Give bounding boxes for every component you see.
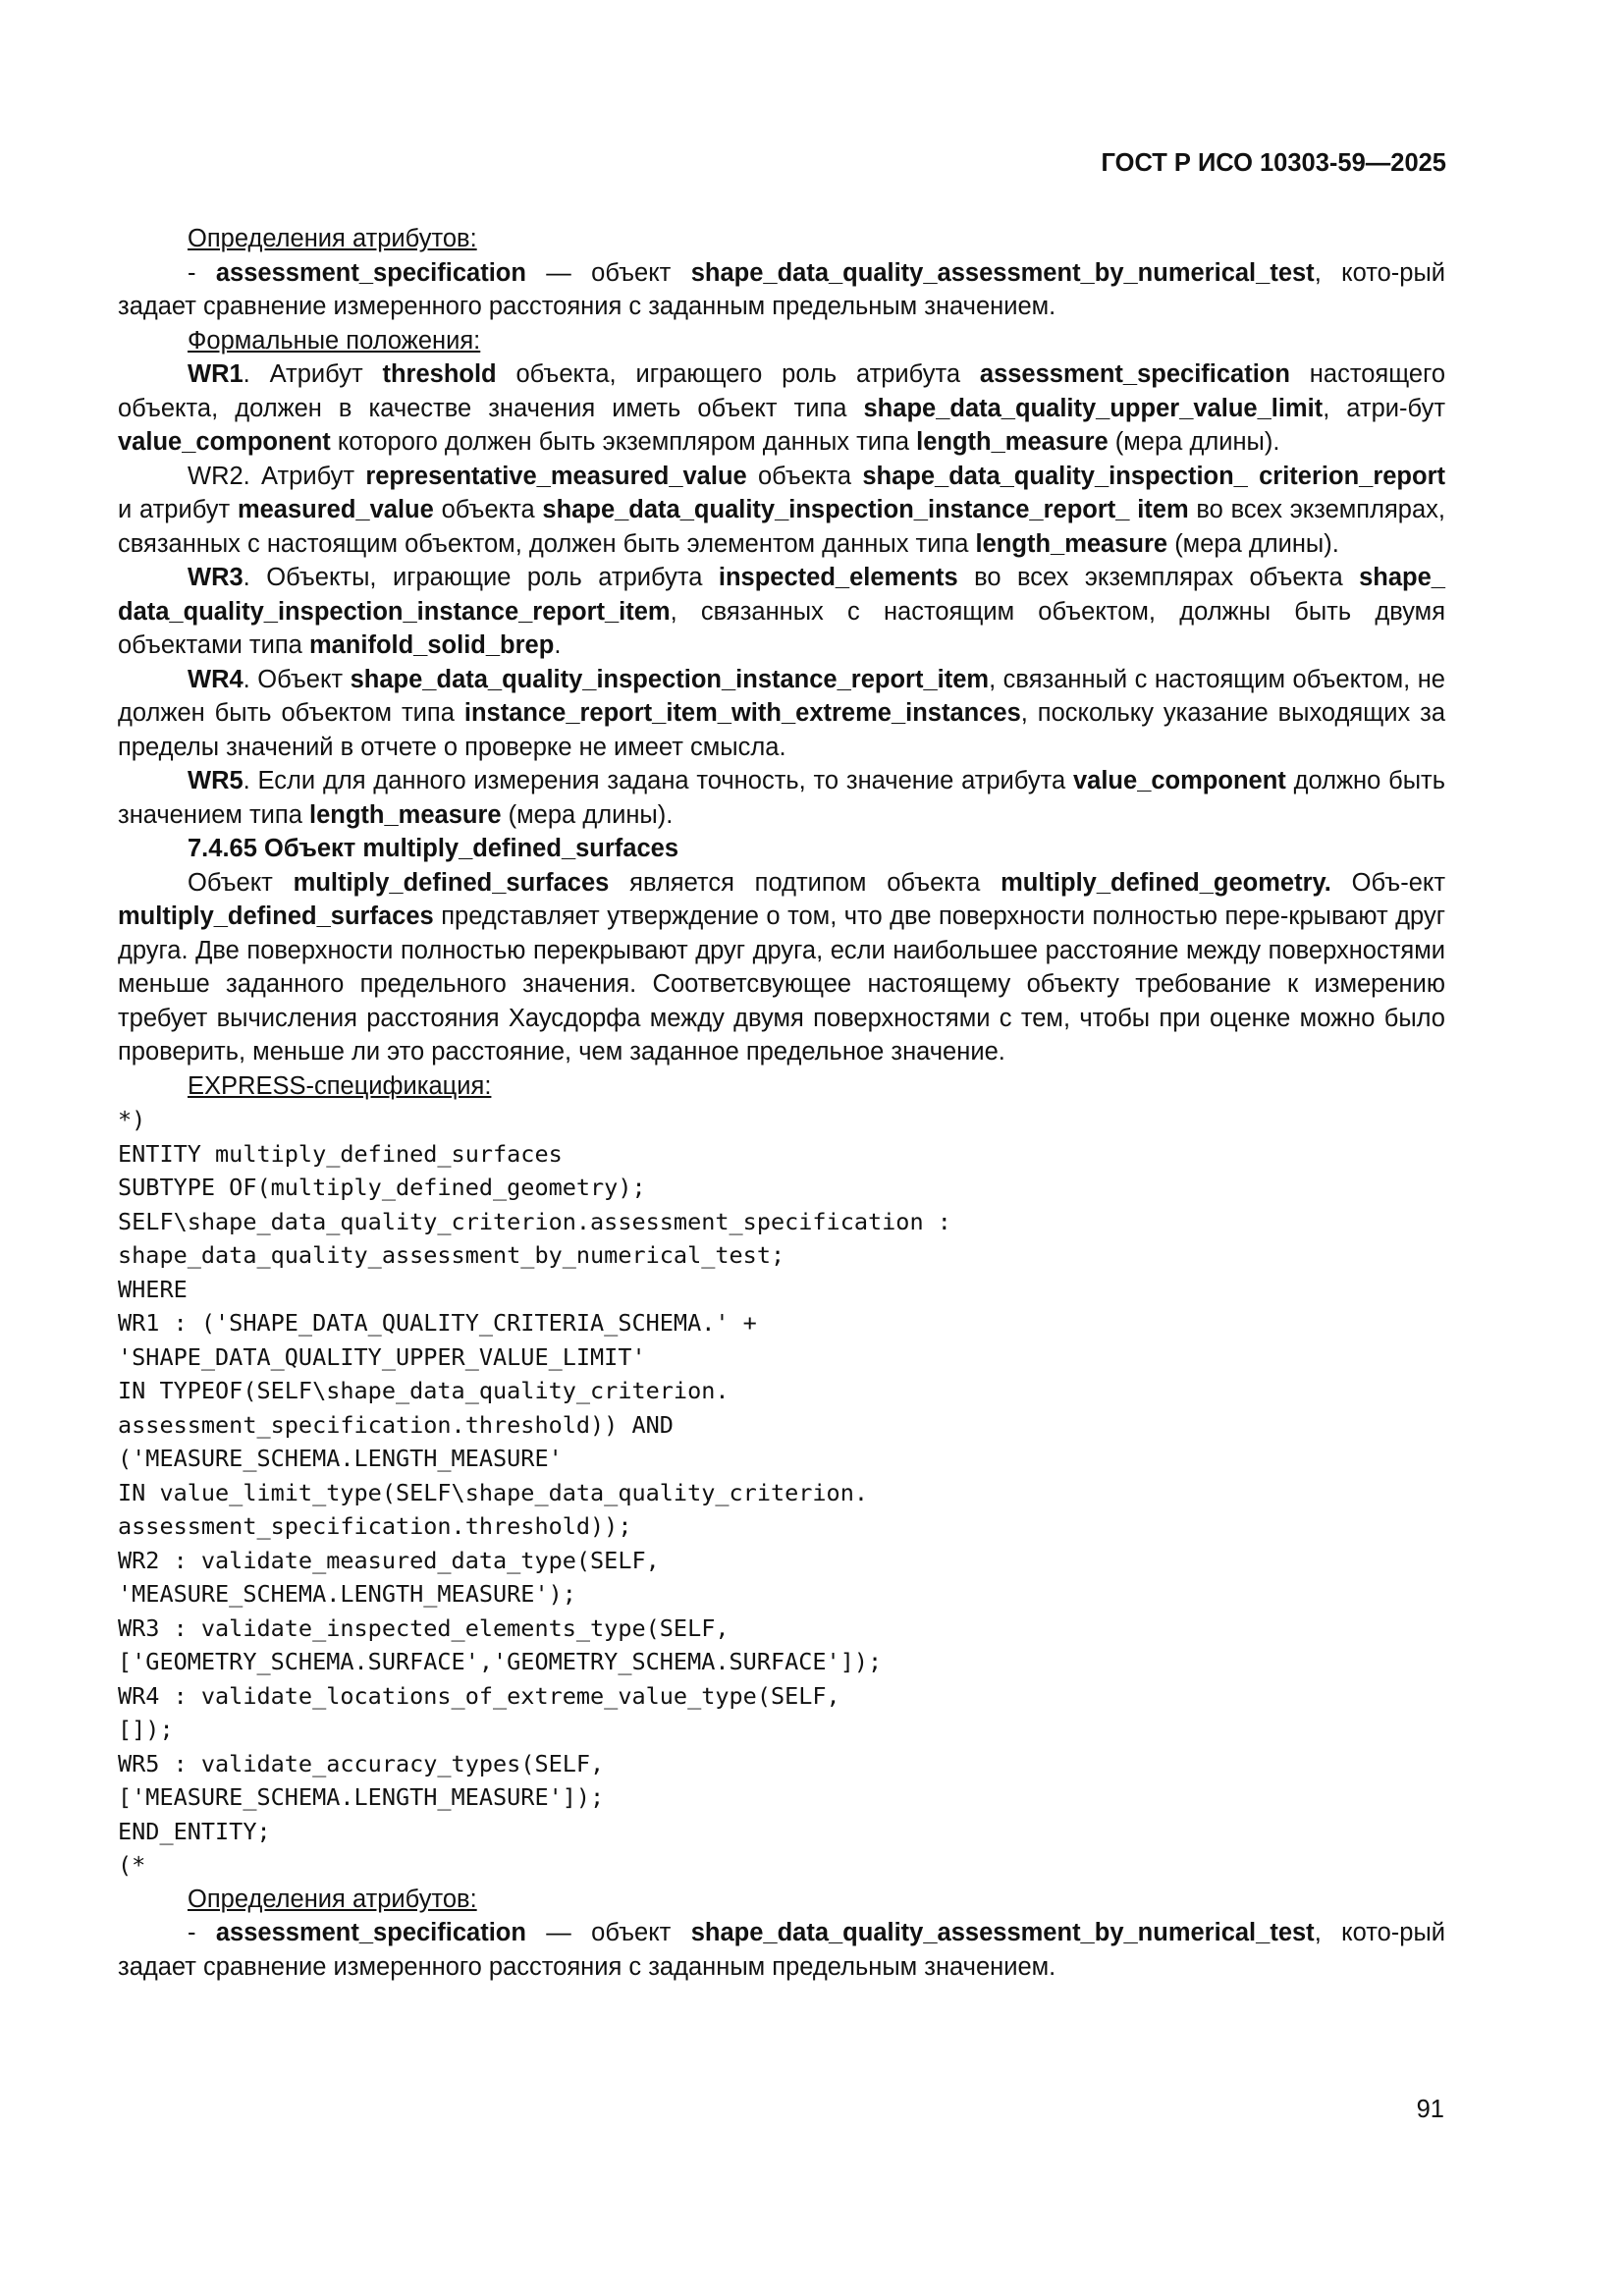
express-code-block [118,1103,1445,1883]
document-header: ГОСТ Р ИСО 10303-59—2025 [1101,149,1446,177]
page-content [118,222,1445,1984]
wr2-paragraph: WR2. Атрибут representative_measured_value объекта shape_data_quality_inspection_ criterion_report и атрибут measured_value объекта shape_data_quality_inspection_instance_report_ item во всех экземплярах, связанных с настоящим объектом, должен быть элементом данных типа length_measure (мера длины). [118,462,1446,558]
express-heading: EXPRESS-спецификация: [188,1071,492,1100]
page-number: 91 [1416,2096,1444,2123]
wr5-paragraph: WR5. Если для данного измерения задана точность, то значение атрибута value_component должно быть значением типа length_measure (мера длины). [118,767,1445,829]
attr-defs-heading-1: Определения атрибутов: [188,225,477,252]
wr3-paragraph: WR3. Объекты, играющие роль атрибута inspected_elements во всех экземплярах объекта shape_ data_quality_inspection_instance_report_item, связанных с настоящим объектом, должны быть двумя объектами типа manifold_solid_brep. [118,564,1445,659]
code-line: (* [118,1851,146,1879]
wr4-paragraph: WR4. Объект shape_data_quality_inspection_instance_report_item, связанный с настоящим объектом, не должен быть объектом типа instance_report_item_with_extreme_instances, поскольку указание выходящих за пределы значений в отчете о проверке не имеет смысла. [118,665,1445,761]
code-line: assessment_specification.threshold)) AND [118,1410,674,1439]
code-line: WR2 : validate_measured_data_type(SELF, [118,1546,660,1574]
code-line: WR3 : validate_inspected_elements_type(SELF, [118,1613,730,1642]
code-line: ENTITY multiply_defined_surfaces [118,1139,563,1168]
code-line: WHERE [118,1275,188,1303]
code-line: IN TYPEOF(SELF\shape_data_quality_criterion. [118,1377,730,1404]
intro-paragraph: Объект multiply_defined_surfaces является подтипом объекта multiply_defined_geometry. Объ-ект multiply_defined_surfaces представляет утверждение о том, что две поверхности полностью пере-крывают друг друга. Две поверхности полностью перекрывают друг друга, если наибольшее расстояние между поверхностями меньше заданного предельного значения. Соответсвующее настоящему объекту требование к измерению требует вычисления расстояния Хаусдорфа между двумя поверхностями с тем, чтобы при оценке можно было проверить, меньше ли это расстояние, чем заданное предельное значение. [118,868,1445,1066]
code-line: WR1 : ('SHAPE_DATA_QUALITY_CRITERIA_SCHEMA.' + [118,1309,757,1337]
attr-defs-heading-2: Определения атрибутов: [188,1885,477,1913]
code-line: WR4 : validate_locations_of_extreme_value_type(SELF, [118,1681,840,1710]
section-title: 7.4.65 Объект multiply_defined_surfaces [188,835,679,862]
code-line: WR5 : validate_accuracy_types(SELF, [118,1749,605,1777]
wr1-paragraph: WR1. Атрибут threshold объекта, играющего роль атрибута assessment_specification настоящего объекта, должен в качестве значения иметь объект типа shape_data_quality_upper_value_limit, атри-бут value_component которого должен быть экземпляром данных типа length_measure (мера длины). [118,360,1446,456]
code-line: END_ENTITY; [118,1817,271,1845]
code-line: assessment_specification.threshold)); [118,1512,632,1540]
code-line: *) [118,1106,146,1133]
code-line: ('MEASURE_SCHEMA.LENGTH_MEASURE' [118,1445,563,1472]
code-line: SUBTYPE OF(multiply_defined_geometry); [118,1174,646,1201]
code-line: ['GEOMETRY_SCHEMA.SURFACE','GEOMETRY_SCHEMA.SURFACE']); [118,1648,883,1675]
attr-def-paragraph-2: - assessment_specification — объект shape_data_quality_assessment_by_numerical_test, кото-рый задает сравнение измеренного расстояния с заданным предельным значением. [118,1919,1446,1981]
attr-def-paragraph-1: - assessment_specification — объект shape_data_quality_assessment_by_numerical_test, кото-рый задает сравнение измеренного расстояния с заданным предельным значением. [118,258,1446,320]
code-line: 'MEASURE_SCHEMA.LENGTH_MEASURE'); [118,1580,576,1608]
code-line: []); [118,1716,174,1743]
code-line: shape_data_quality_assessment_by_numerical_test; [118,1241,785,1269]
code-line: ['MEASURE_SCHEMA.LENGTH_MEASURE']); [118,1783,605,1811]
code-line: 'SHAPE_DATA_QUALITY_UPPER_VALUE_LIMIT' [118,1342,646,1371]
code-line: SELF\shape_data_quality_criterion.assessment_specification : [118,1207,951,1235]
formal-heading: Формальные положения: [188,326,481,355]
code-line: IN value_limit_type(SELF\shape_data_quality_criterion. [118,1478,869,1506]
